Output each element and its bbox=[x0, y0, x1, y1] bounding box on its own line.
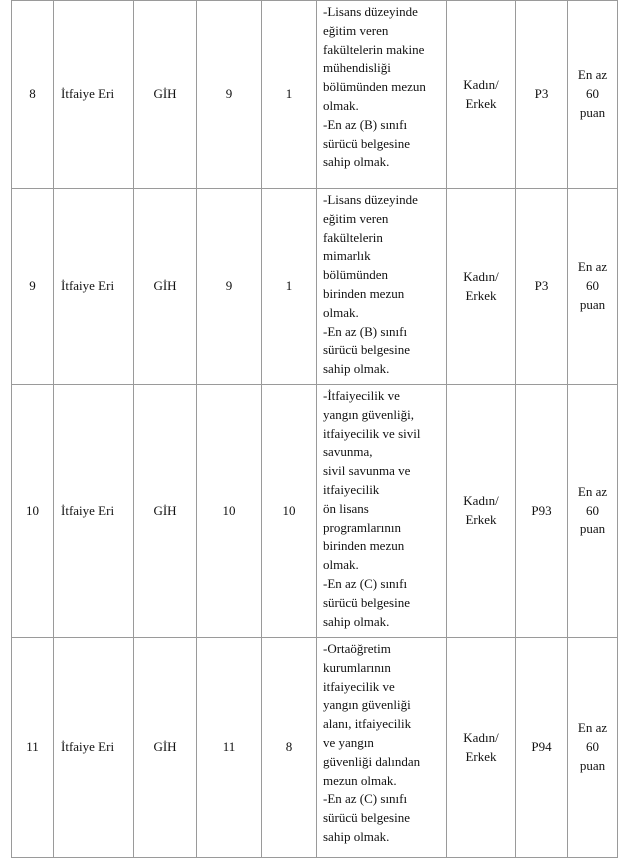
score-type: P94 bbox=[531, 739, 552, 755]
table-row bbox=[12, 1, 618, 189]
min-score-cell bbox=[568, 638, 618, 858]
position-title-cell bbox=[54, 638, 134, 858]
requirements-cell bbox=[317, 638, 447, 858]
requirement-line: yangın güvenliği, bbox=[323, 406, 414, 422]
quota-cell bbox=[262, 1, 317, 189]
requirement-line: -En az (B) sınıfı bbox=[323, 116, 408, 132]
gender-line: Kadın/ bbox=[463, 729, 499, 745]
position-title: İtfaiye Eri bbox=[61, 278, 115, 294]
position-title: İtfaiye Eri bbox=[61, 502, 115, 518]
degree-value: 9 bbox=[225, 86, 233, 102]
requirement-line: mühendisliği bbox=[323, 60, 391, 76]
min-score-line: 60 bbox=[586, 86, 599, 102]
position-title-cell bbox=[54, 385, 134, 638]
min-score-cell bbox=[568, 1, 618, 189]
degree-cell bbox=[197, 1, 262, 189]
requirement-line: sivil savunma ve bbox=[323, 463, 411, 479]
requirement-line: -En az (C) sınıfı bbox=[323, 791, 408, 807]
requirement-line: bölümünden mezun bbox=[323, 79, 426, 95]
quota-value: 10 bbox=[282, 502, 296, 518]
requirement-line: -Lisans düzeyinde bbox=[323, 192, 418, 207]
requirement-line: yangın güvenliği bbox=[323, 697, 411, 713]
degree-cell bbox=[197, 638, 262, 858]
requirement-line: -Ortaöğretim bbox=[323, 641, 391, 656]
requirement-line: itfaiyecilik ve sivil bbox=[323, 425, 421, 441]
gender-line: Erkek bbox=[465, 287, 497, 303]
requirement-line: savunma, bbox=[323, 444, 373, 460]
requirement-line: sahip olmak. bbox=[323, 361, 390, 377]
gender-cell bbox=[447, 1, 516, 189]
row-number-cell bbox=[12, 189, 54, 385]
requirement-line: eğitim veren bbox=[323, 210, 389, 226]
requirement-line: mezun olmak. bbox=[323, 772, 397, 788]
min-score-line: puan bbox=[579, 296, 606, 312]
min-score-line: 60 bbox=[586, 739, 599, 755]
quota-cell bbox=[262, 638, 317, 858]
score-type: P3 bbox=[534, 86, 549, 102]
requirement-line: kurumlarının bbox=[323, 659, 391, 675]
score-type: P93 bbox=[531, 502, 552, 518]
min-score-line: puan bbox=[579, 104, 606, 120]
requirement-line: birinden mezun bbox=[323, 285, 405, 301]
score-type-cell bbox=[516, 1, 568, 189]
requirement-line: itfaiyecilik ve bbox=[323, 678, 395, 694]
score-type-cell bbox=[516, 385, 568, 638]
table-row bbox=[12, 385, 618, 638]
class-cell bbox=[134, 385, 197, 638]
quota-cell bbox=[262, 189, 317, 385]
requirement-line: birinden mezun bbox=[323, 538, 405, 554]
row-number: 9 bbox=[29, 278, 36, 294]
requirements-cell bbox=[317, 385, 447, 638]
degree-value: 10 bbox=[222, 502, 236, 518]
min-score-line: En az bbox=[577, 483, 608, 499]
gender-line: Erkek bbox=[465, 512, 497, 527]
class-cell bbox=[134, 638, 197, 858]
requirement-line: itfaiyecilik bbox=[323, 481, 380, 497]
requirement-line: -İtfaiyecilik ve bbox=[323, 388, 400, 403]
requirement-line: eğitim veren bbox=[323, 22, 389, 38]
quota-value: 1 bbox=[285, 86, 293, 102]
table-row bbox=[12, 189, 618, 385]
position-title-cell bbox=[54, 189, 134, 385]
gender-line: Kadın/ bbox=[463, 268, 499, 284]
degree-value: 9 bbox=[225, 278, 233, 294]
row-number-cell bbox=[12, 1, 54, 189]
requirement-line: fakültelerin makine bbox=[323, 41, 425, 57]
class-value: GİH bbox=[153, 502, 177, 518]
min-score-line: puan bbox=[579, 757, 606, 773]
class-cell bbox=[134, 189, 197, 385]
requirement-line: ve yangın bbox=[323, 734, 374, 750]
score-type: P3 bbox=[534, 278, 549, 294]
requirements-cell bbox=[317, 1, 447, 189]
requirement-line: -En az (B) sınıfı bbox=[323, 323, 408, 339]
requirement-line: olmak. bbox=[323, 97, 359, 113]
requirement-line: sahip olmak. bbox=[323, 154, 390, 170]
requirement-line: sürücü belgesine bbox=[323, 342, 411, 358]
positions-table bbox=[11, 0, 618, 858]
gender-cell bbox=[447, 385, 516, 638]
requirement-line: sürücü belgesine bbox=[323, 594, 411, 610]
requirement-line: fakültelerin bbox=[323, 229, 383, 245]
class-cell bbox=[134, 1, 197, 189]
row-number-cell bbox=[12, 638, 54, 858]
min-score-cell bbox=[568, 189, 618, 385]
requirement-line: sürücü belgesine bbox=[323, 135, 411, 151]
requirement-line: -En az (C) sınıfı bbox=[323, 575, 408, 591]
row-number: 8 bbox=[29, 86, 36, 102]
gender-cell bbox=[447, 189, 516, 385]
degree-value: 11 bbox=[222, 739, 236, 755]
min-score-line: En az bbox=[577, 67, 608, 83]
score-type-cell bbox=[516, 189, 568, 385]
gender-line: Erkek bbox=[465, 95, 497, 111]
min-score-line: En az bbox=[577, 259, 608, 275]
gender-line: Kadın/ bbox=[463, 493, 499, 509]
requirement-line: mimarlık bbox=[323, 248, 371, 264]
degree-cell bbox=[197, 189, 262, 385]
row-number-cell bbox=[12, 385, 54, 638]
score-type-cell bbox=[516, 638, 568, 858]
requirement-line: sahip olmak. bbox=[323, 828, 390, 844]
requirement-line: alanı, itfaiyecilik bbox=[323, 716, 412, 732]
position-title: İtfaiye Eri bbox=[61, 739, 115, 755]
min-score-line: puan bbox=[579, 521, 606, 537]
row-number: 10 bbox=[26, 502, 39, 518]
requirement-line: güvenliği dalından bbox=[323, 753, 421, 769]
degree-cell bbox=[197, 385, 262, 638]
position-title: İtfaiye Eri bbox=[61, 86, 115, 102]
requirement-line: olmak. bbox=[323, 304, 359, 320]
requirement-line: sahip olmak. bbox=[323, 613, 390, 629]
quota-value: 8 bbox=[285, 739, 293, 755]
min-score-cell bbox=[568, 385, 618, 638]
position-title-cell bbox=[54, 1, 134, 189]
quota-value: 1 bbox=[285, 278, 293, 294]
requirement-line: -Lisans düzeyinde bbox=[323, 4, 418, 19]
requirement-line: programlarının bbox=[323, 519, 401, 535]
requirement-line: ön lisans bbox=[323, 500, 369, 516]
requirements-cell bbox=[317, 189, 447, 385]
min-score-line: 60 bbox=[586, 502, 599, 518]
gender-cell bbox=[447, 638, 516, 858]
class-value: GİH bbox=[153, 739, 177, 755]
quota-cell bbox=[262, 385, 317, 638]
requirement-line: bölümünden bbox=[323, 267, 388, 283]
min-score-line: 60 bbox=[586, 278, 599, 294]
row-number: 11 bbox=[26, 739, 39, 755]
class-value: GİH bbox=[153, 278, 177, 294]
class-value: GİH bbox=[153, 86, 177, 102]
positions-table-body bbox=[12, 1, 618, 858]
requirement-line: sürücü belgesine bbox=[323, 810, 411, 826]
requirement-line: olmak. bbox=[323, 557, 359, 573]
gender-line: Kadın/ bbox=[463, 76, 499, 92]
gender-line: Erkek bbox=[465, 748, 497, 764]
min-score-line: En az bbox=[577, 720, 608, 736]
table-row bbox=[12, 638, 618, 858]
